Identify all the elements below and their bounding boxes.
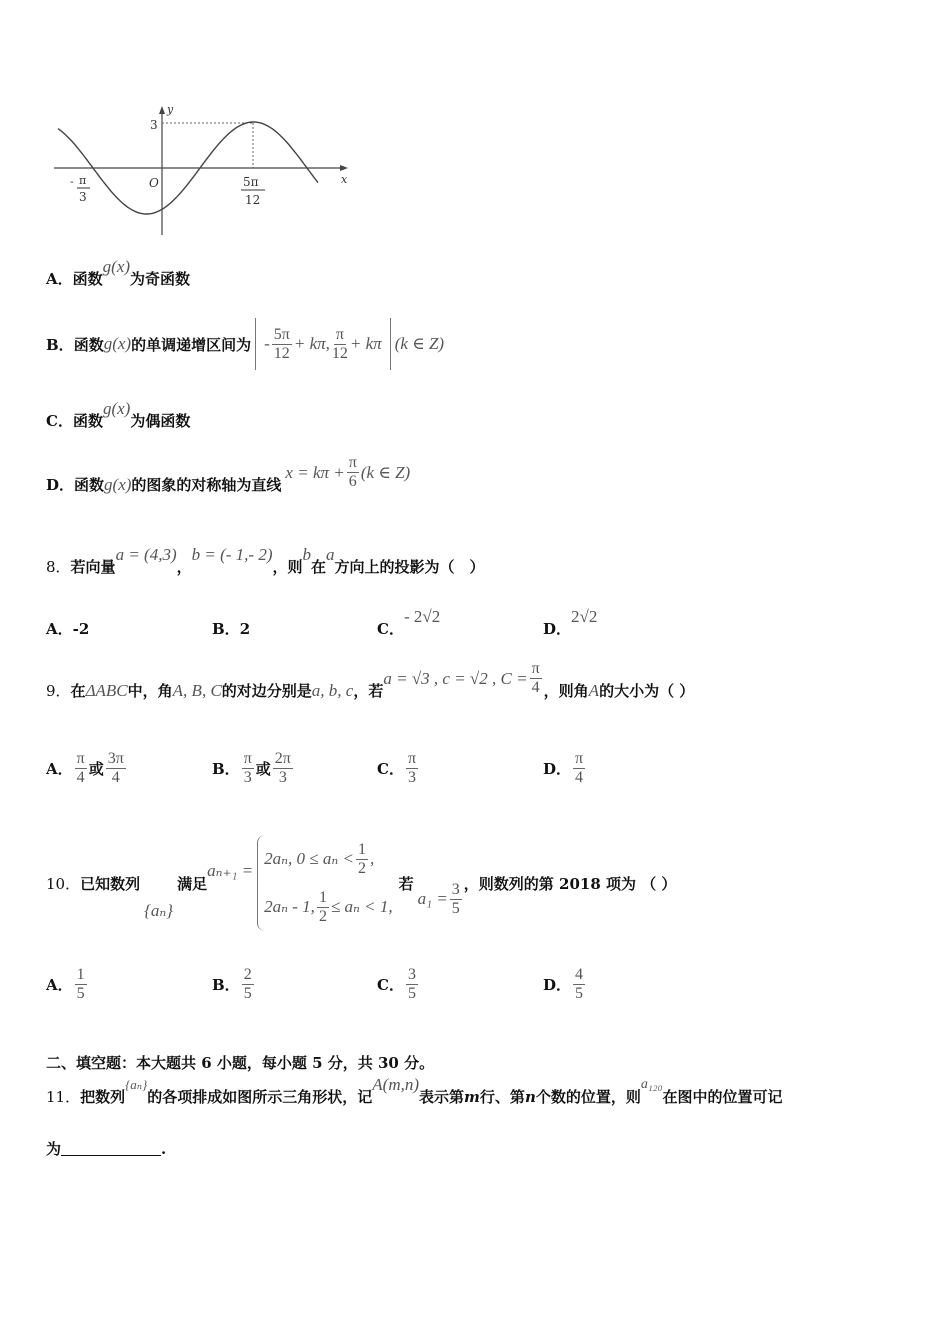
math: {aₙ} <box>125 1076 148 1092</box>
q9-option-b[interactable] <box>212 750 295 787</box>
math: b = (- 1,- 2) <box>191 544 273 564</box>
question-number: 9． <box>46 682 71 700</box>
fraction <box>347 454 359 491</box>
q10-stem <box>46 833 676 933</box>
fraction <box>573 966 585 1003</box>
text: 中，角 <box>127 682 173 700</box>
q7-option-a[interactable] <box>46 256 191 289</box>
math: + kπ <box>349 334 382 353</box>
question-number: 8． <box>46 558 71 576</box>
math-gx: g(x) <box>102 256 131 276</box>
text: 为 <box>46 1140 62 1158</box>
q11-stem <box>46 1074 783 1107</box>
text: ，若 <box>353 682 384 700</box>
numerator: π <box>575 750 584 767</box>
text: 的单调递增区间为 <box>131 335 252 354</box>
option-letter: A． <box>46 976 73 994</box>
text: 表示第 <box>419 1088 465 1106</box>
text: 函数 <box>72 412 103 430</box>
q11-answer-line <box>46 1138 166 1159</box>
option-letter: B． <box>212 620 240 638</box>
math: x = kπ + <box>285 462 345 482</box>
sine-graph <box>40 95 360 240</box>
numerator: 1 <box>76 966 85 983</box>
q10-option-c[interactable] <box>377 966 420 1003</box>
q8-option-c[interactable] <box>377 606 441 639</box>
math: a <box>326 544 335 564</box>
option-value: 2√2 <box>571 606 598 626</box>
denominator: 4 <box>111 769 120 786</box>
answer-blank[interactable] <box>61 1141 161 1156</box>
fraction <box>356 841 368 878</box>
denominator: 5 <box>407 985 416 1002</box>
option-letter: B． <box>46 335 74 354</box>
q8-option-b[interactable] <box>212 618 250 639</box>
text: 在 <box>311 558 327 576</box>
numerator: π <box>335 325 344 343</box>
y-axis-label: y <box>167 103 174 116</box>
text: . <box>161 1139 167 1158</box>
option-letter: D． <box>543 620 572 638</box>
option-letter: A． <box>46 760 73 778</box>
text: 行、第 <box>479 1088 525 1106</box>
origin-label: O <box>149 176 159 190</box>
math: aₙ₊₁ = <box>207 861 254 880</box>
denominator: 5 <box>575 985 584 1002</box>
math: A, B, C <box>172 680 222 700</box>
q9-stem <box>46 660 695 709</box>
q8-option-a[interactable] <box>46 618 89 639</box>
option-letter: C． <box>377 620 404 638</box>
text: 函数 <box>72 270 103 288</box>
numerator: 1 <box>318 888 327 906</box>
math: 2aₙ - 1, <box>264 897 315 916</box>
text: 已知数列 <box>80 874 141 893</box>
math: a = √3 , c = √2 , C = <box>383 668 528 688</box>
section-heading: 二、填空题：本大题共 6 小题，每小题 5 分，共 30 分。 <box>46 1054 435 1072</box>
q7-option-d[interactable] <box>46 454 411 503</box>
numerator: π <box>348 454 357 471</box>
text: 的图象的对称轴为直线 <box>131 476 282 494</box>
numerator: 4 <box>575 966 584 983</box>
text: ，则角 <box>543 682 589 700</box>
option-value: 2 <box>239 619 251 638</box>
denominator: 2 <box>357 859 366 877</box>
numerator: 3π <box>107 750 124 767</box>
fraction <box>272 326 292 363</box>
numerator: 2 <box>243 966 252 983</box>
option-letter: D． <box>543 976 572 994</box>
fraction <box>242 750 254 787</box>
math: {aₙ} <box>144 901 174 920</box>
option-letter: C． <box>377 976 404 994</box>
q9-option-d[interactable] <box>543 750 587 787</box>
math: a₁ = <box>417 889 448 908</box>
numerator: π <box>407 750 417 767</box>
math: 2aₙ, 0 ≤ aₙ < <box>264 849 354 868</box>
denominator: 12 <box>331 344 348 362</box>
peak-x-den: 12 <box>245 193 261 207</box>
fraction <box>242 966 254 1003</box>
fraction <box>406 966 418 1003</box>
fraction <box>332 326 348 363</box>
text: 若向量 <box>70 558 116 576</box>
fraction <box>530 660 542 697</box>
q7-option-c[interactable] <box>46 398 191 431</box>
condition <box>383 660 543 697</box>
option-letter: A． <box>46 620 73 638</box>
math: a = (4,3) <box>115 544 177 564</box>
math: A <box>588 680 600 700</box>
math: A(m,n) <box>372 1074 420 1094</box>
q9-option-a[interactable] <box>46 750 128 787</box>
x-axis-arrow-icon <box>340 165 348 171</box>
numerator: 3 <box>451 880 460 898</box>
fraction <box>406 750 418 787</box>
text: 函数 <box>74 476 105 494</box>
text: 或 <box>88 760 104 778</box>
denominator: 6 <box>348 473 357 490</box>
math: - <box>264 334 270 353</box>
math-gx: g(x) <box>102 398 131 418</box>
left-zero-den: 3 <box>79 190 87 204</box>
initial-term <box>418 881 464 918</box>
axis-formula <box>285 454 410 491</box>
math: ≤ aₙ < 1, <box>330 897 393 916</box>
case-2 <box>264 883 393 931</box>
text: 为奇函数 <box>130 270 191 288</box>
left-zero-sign: - <box>70 175 74 188</box>
q10-option-d[interactable] <box>543 966 587 1003</box>
text: 满足 <box>177 874 208 893</box>
numerator: π <box>243 750 252 767</box>
left-zero-num: π <box>79 174 87 187</box>
denominator: 5 <box>243 985 252 1002</box>
q8-stem <box>46 544 485 577</box>
denominator: 4 <box>76 769 85 786</box>
q7-option-b[interactable] <box>46 318 444 370</box>
math: ΔABC <box>85 680 128 700</box>
denominator: 5 <box>451 899 460 917</box>
numerator: 2π <box>274 750 291 767</box>
fraction <box>317 889 329 926</box>
math: b <box>302 544 312 564</box>
numerator: 1 <box>357 840 366 858</box>
math: , <box>369 849 375 868</box>
math: a₁₂₀ <box>640 1076 663 1092</box>
option-value: -2 <box>72 619 90 638</box>
q9-option-c[interactable] <box>377 750 420 787</box>
numerator: 5π <box>273 325 290 343</box>
text: ，则数列的第 2018 项为 （ ） <box>463 874 677 893</box>
option-letter: B． <box>212 976 240 994</box>
y-max-label: 3 <box>150 118 158 132</box>
fraction <box>573 750 585 787</box>
text: 函数 <box>73 335 104 354</box>
fraction <box>75 750 87 787</box>
question-number: 10． <box>46 874 81 893</box>
q10-option-b[interactable] <box>212 966 256 1003</box>
text: 个数的位置，则 <box>535 1088 641 1106</box>
case-1 <box>264 835 393 883</box>
denominator: 3 <box>407 769 416 786</box>
math: a, b, c <box>311 680 354 700</box>
fraction <box>75 966 87 1003</box>
denominator: 4 <box>531 679 540 696</box>
math-gx: g(x) <box>103 334 132 353</box>
denominator: 4 <box>575 769 584 786</box>
math: (k ∈ Z) <box>394 334 445 353</box>
option-letter: B． <box>212 760 240 778</box>
text: 方向上的投影为（ ） <box>334 558 485 576</box>
y-axis-arrow-icon <box>159 106 165 114</box>
text: ，则 <box>272 558 303 576</box>
peak-x-num: 5π <box>243 175 259 189</box>
text: 在图中的位置可记 <box>662 1088 783 1106</box>
text: 为偶函数 <box>130 412 191 430</box>
math-gx: g(x) <box>104 474 132 494</box>
denominator: 5 <box>76 985 85 1002</box>
q8-option-d[interactable] <box>543 606 598 639</box>
text: 的对边分别是 <box>221 682 312 700</box>
numerator: π <box>531 660 540 677</box>
text: 或 <box>255 760 271 778</box>
numerator: π <box>76 750 85 767</box>
option-letter: D． <box>46 476 75 494</box>
math: + kπ, <box>293 334 330 353</box>
option-letter: C． <box>46 412 73 430</box>
x-axis-label: x <box>341 173 348 186</box>
denominator: 12 <box>273 344 290 362</box>
text: 把数列 <box>80 1088 126 1106</box>
fraction <box>106 750 126 787</box>
question-number: 11． <box>46 1088 81 1106</box>
math: (k ∈ Z) <box>360 462 411 482</box>
fraction <box>450 881 462 918</box>
text: 在 <box>70 682 86 700</box>
piecewise <box>257 835 393 931</box>
option-letter: D． <box>543 760 572 778</box>
text: 的各项排成如图所示三角形状，记 <box>147 1088 373 1106</box>
text: 若 <box>398 874 414 893</box>
denominator: 2 <box>318 907 327 925</box>
interval <box>255 318 391 370</box>
numerator: 3 <box>407 966 416 983</box>
q10-option-a[interactable] <box>46 966 89 1003</box>
denominator: 3 <box>278 769 287 786</box>
denominator: 3 <box>243 769 252 786</box>
option-letter: A． <box>46 270 73 288</box>
text: ， <box>176 558 192 576</box>
text: 的大小为（ ） <box>599 682 695 700</box>
math: n <box>524 1087 536 1106</box>
option-letter: C． <box>377 760 404 778</box>
fraction <box>273 750 293 787</box>
option-value: - 2√2 <box>403 606 441 626</box>
math: m <box>464 1087 480 1106</box>
